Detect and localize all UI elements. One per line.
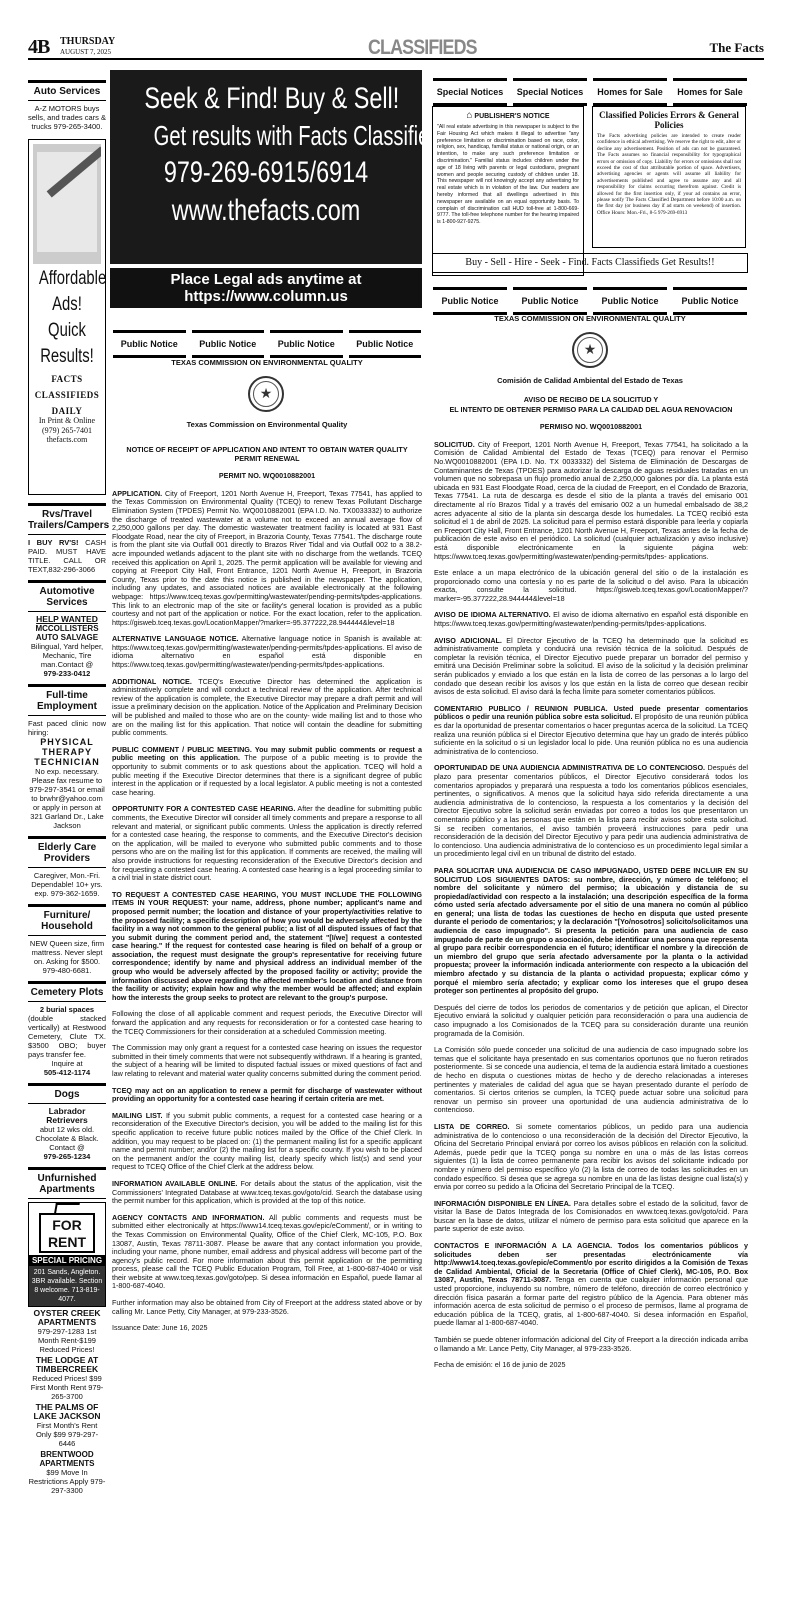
tab-special-notices: Special Notices [433, 78, 507, 106]
ad-title: I BUY RV'S! [28, 538, 79, 547]
classified-policies [592, 106, 746, 248]
tab-public-notice: Public Notice [270, 330, 343, 358]
classifieds-slogan: Buy - Sell - Hire - Seek - Find. Facts Classifieds Get Results!! [432, 253, 748, 273]
notice-title: EL INTENTO DE OBTENER PERMISO PARA LA CALIDAD DEL AGUA RENOVACION [449, 404, 733, 414]
notice-paragraph: MAILING LIST. If you submit public comments, a request for a contested case hearing or a reconsideration of the Executive Director's decision, you will be added to the mailing list for this specific application to receive future public notices mailed by the Office of the Chief Clerk. In addition, you may request to be placed on: (1) the permanent mailing list for a specific applicant name and permit number; and/or (2) the mailing list for a specific county. If you wish to be placed on the permanent and/or the county mailing list, clearly specify which list(s) and send your request to TCEQ Office of the Chief Clerk at the address below. [112, 1110, 422, 1172]
left-classifieds-column [28, 80, 110, 1501]
tab-public-notice: Public Notice [673, 287, 747, 315]
notice-paragraph: También se puede obtener información adicional del City of Freeport a la dirección indicada arriba o llamando a Mr. Lance Petty, City Manager, al 979-233-3526. [434, 1335, 748, 1353]
ad-title: THE PALMS OF LAKE JACKSON [33, 1402, 101, 1421]
category-heading: Cemetery Plots [28, 981, 106, 1002]
notice-paragraph: La Comisión sólo puede conceder una solicitud de una audiencia de caso impugnado sobre los temas que el solicitante haya presentado en sus comentarios oportunos que no fueron retirados posteriormente. Si se concede una audiencia, el tema de la audiencia estará limitado a cuestiones de hecho en disputa o cuestiones mixtas de hecho y de derecho relacionadas a intereses pertinentes y materiales de calidad del agua que se hayan presentado durante el período de comentarios. Si ciertos criterios se cumplen, la TCEQ puede actuar sobre una solicitud para renovar un permiso sin proveer una oportunidad de una audiencia administrativa de lo contencioso. [434, 1045, 748, 1115]
ad-text: OYSTER CREEK APARTMENTS 979-297-1283 1st Month Rent-$199 Reduced Prices! [28, 1309, 106, 1354]
legal-ads-link[interactable]: https://www.column.us [184, 288, 348, 305]
permit-number: PERMIT NO. WQ0010882001 [218, 471, 316, 481]
classifieds-banner [110, 70, 457, 264]
pen-and-paper-image [33, 144, 101, 264]
promo-line: Affordable [38, 268, 107, 289]
notice-paragraph: Following the close of all applicable comment and request periods, the Executive Director will forward the application and any requests for reconsideration or for a contested case hearing to the TCEQ Commissioners for their consideration at a scheduled Commission meeting. [112, 1009, 422, 1036]
notice-paragraph: ALTERNATIVE LANGUAGE NOTICE. Alternative language notice in Spanish is available at: https://www.tceq.texas.gov/permitting/wastewater/pending-permits/tpdes-applications. El aviso de idioma alternativo en español está disponible en https://www.tceq.texas.gov/permitting/wastewater/pending-permits/tpdes-applications. [112, 634, 422, 670]
page-number: 4B [28, 36, 50, 58]
tab-public-notice: Public Notice [349, 330, 422, 358]
paper-logo: The Facts [709, 40, 764, 55]
notice-paragraph: Further information may also be obtained from City of Freeport at the address stated above or by calling Mr. Lance Petty, City Manager, at 979-233-3526. [112, 1298, 422, 1316]
notice-paragraph: INFORMATION AVAILABLE ONLINE. For details about the status of the application, visit the Commissioners' Integrated Database at www.tceq.texas.gov/goto/cid. Search the database using the permit number for this application, which is provided at the top of this notice. [112, 1178, 422, 1206]
ad-text: THE LODGE AT TIMBERCREEK Reduced Prices! $99 First Month Rent 979-265-3700 [28, 1356, 106, 1401]
ad-title: HELP WANTED [36, 614, 98, 624]
notice-paragraph: CONTACTOS E INFORMACIÓN A LA AGENCIA. Todos los comentarios públicos y solicitudes deben ser presentadas electrónicamente vía http://www14.tceq.texas.gov/epic/eComment/o por escrito dirigidos a la Comisión de Texas de Calidad Ambiental, Oficial de la Secretaria (Office of Chief Clerk), MC-105, P.O. Box 13087, Austin, Texas 78711-3087. Tenga en cuenta que cualquier información personal que usted proporcione, incluyendo su nombre, número de teléfono, dirección de correo electrónico y dirección física pasarán a formar parte del registro público de la Agencia. Para obtener más información acerca de esta solicitud de permiso o el proceso de permisos, llame al programa de educación pública de la TCEQ, gratis, al 1-800-687-4040. Si desea información en Español, puede llamar al 1-800-687-4040. [434, 1241, 748, 1328]
publishers-notice-body: "All real estate advertising in this newspaper is subject to the Fair Housing Act which makes it illegal to advertise "any preference limitation or discrimination based on race, color, religion, sex, handicap, familial status or national origin, or an intention, to make any such preference limitation or discrimination." Familial status includes children under the age of 18 living with parents or legal custodians, pregnant women and people securing custody of children under 18. This newspaper will not knowingly accept any advertising for real estate which is in violation of the law. Our readers are hereby informed that all dwellings advertised in this newspaper are available on an equal opportunity basis. To complain of discrimination call HUD toll-free at 1-800-669-9777. The toll-free telephone number for the hearing impaired is 1-800-927-9275. [437, 124, 579, 226]
tab-public-notice: Public Notice [113, 330, 186, 358]
ad-title: MCCOLLISTERS AUTO SALVAGE [35, 624, 99, 642]
permit-number: PERMISO NO. WQ0010882001 [539, 422, 643, 432]
notice-paragraph: COMENTARIO PUBLICO / REUNION PUBLICA. Usted puede presentar comentarios públicos o pedir una reunión pública sobre esta solicitud. El propósito de una reunión pública es dar la oportunidad de presentar comentarios o hacer preguntas acerca de la solicitud. La TCEQ realiza una reunión pública si el Director Ejecutivo determina que hay un grado de interés público suficiente en la solicitud o si un legislador local lo pide. Una reunión pública no es una audiencia administrativa de lo contencioso. [434, 703, 748, 756]
agency-subheading: Comisión de Calidad Ambiental del Estado de Texas [497, 376, 683, 385]
affordable-ads-promo [28, 139, 106, 495]
ad-title: Labrador Retrievers [46, 1106, 88, 1125]
notice-paragraph: Después del cierre de todos los periodos de comentarios y de petición que aplican, el Director Ejecutivo enviará la solicitud y cualquier petición para reconsideración o para una audiencia de caso impugnado a los Comisionados de la TCEQ para su consideración durante una reunión programada de la Comisión. [434, 1002, 748, 1038]
ad-phone: 505-412-1174 [43, 1068, 91, 1077]
issuance-date: Fecha de emisión: el 16 de junio de 2025 [434, 1360, 566, 1370]
promo-tag: FACTS [51, 374, 83, 384]
notice-paragraph: LISTA DE CORREO. Si somete comentarios públicos, un pedido para una audiencia administrativa de lo contencioso o una reconsideración de la decisión del Director Ejecutivo, la Oficina del Secretario Principal enviará por correo los avisos públicos en relación con la solicitud. Además, puede pedir que la TCEQ ponga su nombre en una o más de las listas correos siguientes (1) la lista de correo permanente para recibir los avisos del solicitante indicado por nombre y número del permiso específico y/o (2) la lista de correo de todas las solicitudes en un condado específico. Si desea que se agrega su nombre en una de las listas designe cual lista(s) y envia por correo su pedido a la Oficina del Secretario Principal de la TCEQ. [434, 1121, 748, 1192]
promo-line: Results! [40, 346, 94, 367]
category-heading: Dogs [28, 1083, 106, 1104]
banner-subhead: Get results with Facts Classifieds. [153, 120, 457, 151]
tab-homes-for-sale: Homes for Sale [593, 78, 667, 106]
tab-homes-for-sale: Homes for Sale [673, 78, 747, 106]
ad-text: Caregiver, Mon.-Fri. Dependable! 10+ yrs. exp. 979-362-1659. [31, 871, 103, 898]
promo-line: Ads! [52, 294, 82, 315]
notice-paragraph: AGENCY CONTACTS AND INFORMATION. All public comments and requests must be submitted either electronically at https://www14.tceq.texas.gov/epic/eComment/, or in writing to the Texas Commission on Environmental Quality, Office of the Chief Clerk, MC-105, P.O. Box 13087, Austin, Texas 78711-3087. Please be aware that any contact information you provide, including your name, phone number, email address and physical address will become part of the agency's public record. For more information about this permit application or the permitting process, please call the TCEQ Public Education Program, Toll Free, at 1-800-687-4040 or visit their website at www.tceq.texas.gov/goto/pep. Si desea información en Español, puede llamar al 1-800-687-4040. [112, 1212, 422, 1291]
category-heading: Elderly Care Providers [28, 836, 106, 868]
ad-text: Fast paced clinic now hiring: PHYSICAL THERAPY TECHNICIAN No exp. necessary. Please fax resume to 979-297-3541 or email to brwhr@yahoo.com or apply in person at 321 Garland Dr., Lake Jackson [28, 719, 106, 830]
page-day: THURSDAY [60, 36, 116, 47]
category-heading: Full-time Employment [28, 684, 106, 716]
category-heading: Furniture/ Household [28, 904, 106, 936]
promo-tag: DAILY [51, 406, 83, 416]
section-title: CLASSIFIEDS [368, 36, 477, 59]
ad-text: I BUY RV'S! CASH PAID. MUST HAVE TITLE. CALL OR TEXT,832-296-3066 [28, 538, 106, 574]
tab-public-notice: Public Notice [593, 287, 667, 315]
ad-text: THE PALMS OF LAKE JACKSON First Month's Rent Only $99 979-297-6446 [28, 1403, 106, 1448]
category-heading: Auto Services [28, 80, 106, 101]
promo-tag: CLASSIFIEDS [34, 390, 100, 400]
public-notice-tabs-right [430, 287, 750, 315]
for-rent-ad [28, 1202, 106, 1307]
ad-phone: 979-265-1234 [43, 1152, 91, 1161]
category-heading: Automotive Services [28, 580, 106, 612]
ad-title: THE LODGE AT TIMBERCREEK [35, 1355, 99, 1374]
policies-body: The Facts advertising policies are intended to create reader confidence in ethical advertising. We reserve the right to edit, alter or decline any advertisement. Position of ads can not be guaranteed. The Facts assumes no financial responsibility for typographical errors or omission of copy. Liability for errors or omissions shall not exceed the cost of that attributable portion of space. Advertisers, advertising agencies or agents will assume all liability for advertisements published and agree to assume any and all responsibility for claims occurring therefrom against. Credit is allowed for the first insertion only, if your ad contains an error, please notify The Facts Classified Department before 10:00 a.m. on the first day (or business day if ad starts on weekend) of insertion. Office Hours: Mon.-Fri., 8-5 979-269-6913 [597, 133, 741, 216]
promo-website: thefacts.com [46, 435, 88, 444]
ad-title: 2 burial spaces [39, 1005, 95, 1014]
banner-phone: 979-269-6915/6914 [163, 156, 369, 189]
ad-text: HELP WANTED MCCOLLISTERS AUTO SALVAGE Bilingual, Yard helper, Mechanic, Tire man.Contact @ 979-233-0412 [28, 615, 106, 678]
ad-text: 2 burial spaces (double stacked vertically) at Restwood Cemetery, Clute TX. $3500 OBO; buyer pays transfer fee. Inquire at 505-412-1174 [28, 1005, 106, 1077]
legal-ads-banner: Place Legal ads anytime at https://www.column.us [110, 268, 422, 308]
notice-title: NOTICE OF RECEIPT OF APPLICATION AND INTENT TO OBTAIN WATER QUALITY PERMIT RENEWAL [126, 446, 408, 463]
tab-public-notice: Public Notice [433, 287, 507, 315]
promo-tag: In Print & Online [38, 416, 96, 425]
notice-paragraph: OPPORTUNITY FOR A CONTESTED CASE HEARING. After the deadline for submitting public comments, the Executive Director will consider all timely comments and prepare a response to all relevant and material, or significant public comments. Unless the application is directly referred for a contested case hearing, the response to comments, and the Executive Director's decision on the application, will be mailed to everyone who submitted public comments and to those persons who are on the mailing list for this application. If comments are received, the mailing will also provide instructions for requesting reconsideration of the Executive Director's decision and for requesting a contested case hearing. A contested case hearing is a legal proceeding similar to a civil trial in state district court. [112, 804, 422, 883]
notice-paragraph: OPORTUNIDAD DE UNA AUDIENCIA ADMINISTRATIVA DE LO CONTENCIOSO. Después del plazo para presentar comentarios públicos, el Director Ejecutivo considerará todos los comentarios apropiados y preparará una respuesta a todo los comentarios públicos esenciales, pertinentes, o significativos. A menos que la solicitud haya sido referida directamente a una audiencia administrativa de lo contencioso, la respuesta a los comentarios y la decisión del Director Ejecutivo sobre la solicitud serán enviadas por correo a todos los que presentaron un comentario público y a las personas que están en la lista para recibir avisos sobre esta solicitud. Si se reciben comentarios, el aviso también proveerá instrucciones para pedir una reconsideración de la decisión del Director Ejecutivo y para pedir una audiencia administrativa de lo contencioso. Una audiencia administrativa de lo contencioso es un procedimiento legal similar a un procedimiento legal civil en un tribunal de distrito del estado. [434, 763, 748, 859]
ad-title: OYSTER CREEK APARTMENTS [33, 1308, 101, 1327]
public-notice-tabs-left [110, 330, 424, 358]
equal-housing-icon: ⌂ [466, 110, 473, 121]
promo-phone: (979) 265-7401 [42, 425, 92, 435]
notice-paragraph: The Commission may only grant a request for a contested case hearing on issues the requestor submitted in their timely comments that were not subsequently withdrawn. If a hearing is granted, the subject of a hearing will be limited to disputed factual issues or mixed questions of fact and law relating to relevant and material water quality concerns submitted during the comment period. [112, 1043, 422, 1078]
notice-paragraph: AVISO DE IDIOMA ALTERNATIVO. El aviso de idioma alternativo en español está disponible en https://www.tceq.texas.gov/permitting/wastewater/pending-permits/tpdes-applications. [434, 610, 748, 629]
texas-seal-icon: ★ [248, 376, 284, 412]
tab-special-notices: Special Notices [513, 78, 587, 106]
category-heading: Unfurnished Apartments [28, 1167, 106, 1199]
category-tabs-right [430, 78, 750, 106]
agency-subheading: Texas Commission on Environmental Quality [186, 420, 348, 429]
ad-title: BRENTWOOD APARTMENTS [39, 1450, 95, 1468]
notice-paragraph: PUBLIC COMMENT / PUBLIC MEETING. You may submit public comments or request a public meeting on this application. The purpose of a public meeting is to provide the opportunity to submit comments or to ask questions about the application. TCEQ will hold a public meeting if the Executive Director determines that there is a significant degree of public interest in the application or if requested by a local legislator. A public meeting is not a contested case hearing. [112, 744, 422, 797]
category-heading: Rvs/Travel Trailers/Campers [28, 503, 106, 535]
banner-headline: Seek & Find! Buy & Sell! [144, 82, 400, 115]
ad-title: PHYSICAL THERAPY TECHNICIAN [34, 737, 100, 767]
page-date: AUGUST 7, 2025 [60, 48, 112, 56]
notice-paragraph: Este enlace a un mapa electrónico de la ubicación general del sitio o de la instalación es proporcionado como una cortesía y no es parte de la solicitud o del aviso. Para la ubicación exacta, consulte la solicitud. https://gisweb.tceq.texas.gov/LocationMapper/?marker=-95.377222,28.944444&level=18 [434, 568, 748, 603]
texas-seal-icon: ★ [572, 332, 608, 368]
ad-phone: 979-233-0412 [43, 669, 91, 678]
ad-text: A-Z MOTORS buys sells, and trades cars & trucks 979-265-3400. [28, 104, 106, 131]
for-rent-sign-icon: FOR RENT [29, 1203, 105, 1255]
tab-public-notice: Public Notice [192, 330, 265, 358]
notice-paragraph: ADDITIONAL NOTICE. TCEQ's Executive Director has determined the application is administratively complete and will conduct a technical review of the application. After technical review of the application is complete, the Executive Director may prepare a draft permit and will issue a preliminary decision on the application. Notice of the Application and Preliminary Decision will be published and mailed to those who are on the county- wide mailing list and to those who are on the mailing list for this application. That notice will contain the deadline for submitting public comments. [112, 676, 422, 738]
notice-paragraph: SOLICITUD. City of Freeport, 1201 North Avenue H, Freeport, Texas 77541, ha solicitado a la Comisión de Calidad Ambiental del Estado de Texas (TCEQ) para renovar el Permiso No.WQ0010882001 (EPA I.D. No. TX 0033332) del Sistema de Eliminación de Descargas de Contaminantes de Texas (TPDES) para autorizar la descarga de aguas residuales tratadas en un volumen que no sobrepasa un flujo promedio anual de 2,250,000 galones por día. La planta está ubicada en 931 East Floodgate Road, cerca de la ciudad de Freeport, en el Condado de Brazoria, Texas 77541. La ruta de descarga es desde el sitio de la planta a través del emisario 001 directamente al río Brazos Tidal y a través del emisario 002 a un humedal embalsado de 38,2 acres adyacente al sitio de la planta sin descarga desde los humedales. La TCEQ recibió esta solicitud el 1 de abril de 2025. La solicitud para el permiso estará disponible para leerla y copiarla en Freeport City Hall, Front Entrance, 1201 North Avenue H, Freeport, Texas antes de la fecha de publicación de este aviso en el periódico. La solicitud (cualquier actualización y aviso inclusive) está disponible electrónicamente en la siguiente página web: https://www.tceq.texas.gov/permitting/wastewater/pending-permits/tpdes- applications. [434, 439, 748, 561]
masthead [28, 36, 764, 60]
publishers-notice-title: ⌂ PUBLISHER'S NOTICE [466, 110, 550, 121]
publishers-notice [432, 106, 584, 276]
notice-paragraph: APPLICATION. City of Freeport, 1201 North Avenue H, Freeport, Texas 77541, has applied to the Texas Commission on Environmental Quality (TCEQ) to renew Texas Pollutant Discharge Elimination System (TPDES) Permit No. WQ0010882001 (EPA I.D. No. TX0033332) to authorize the discharge of treated wastewater at a volume not to exceed an annual average flow of 2,250,000 gallons per day. The domestic wastewater treatment facility is located at 931 East Floodgate Road, near the city of Freeport, in Brazoria County, Texas 77541. The discharge route is from the plant site via Outfall 001 directly to Brazos River Tidal and via Outfall 002 to a 38.2-acre impounded wetlands adjacent to the plant site with no discharge from the wetlands. TCEQ received this application on April 1, 2025. The permit application will be available for viewing and copying at Freeport City Hall, Front Entrance, 1201 North Avenue H, Freeport, in Brazoria County, Texas prior to the date this notice is published in the newspaper. The application, including any updates, and associated notices are available electronically at the following webpage: https://www.tceq.texas.gov/permitting/wastewater/pending-permits/tpdes-applications. This link to an electronic map of the site or facility's general location is provided as a public courtesy and not part of the application or notice. For the exact location, refer to the application. https://gisweb.tceq.texas.gov/LocationMapper/?marker=-95.377222,28.944444&level=18 [112, 488, 422, 627]
ad-text: BRENTWOOD APARTMENTS $99 Move In Restrictions Apply 979-297-3300 [28, 1450, 106, 1495]
english-public-notice [112, 446, 422, 1586]
notice-title: AVISO DE RECIBO DE LA SOLICITUD Y [523, 396, 659, 404]
notice-paragraph: TO REQUEST A CONTESTED CASE HEARING, YOU MUST INCLUDE THE FOLLOWING ITEMS IN YOUR REQUEST: your name, address, phone number; applicant's name and proposed permit number; the location and distance of your property/activities relative to the proposed facility; a specific description of how you would be adversely affected by the facility in a way not common to the general public; a list of all disputed issues of fact that you submit during the comment period and, the statement "[I/we] request a contested case hearing." If the request for contested case hearing is filed on behalf of a group or association, the request must designate the group's representative for receiving future correspondence; identify by name and physical address an individual member of the group who would be adversely affected by the proposed facility or activity; provide the information discussed above regarding the affected member's location and distance from the facility or activity; explain how and why the member would be affected; and explain how the interests the group seeks to protect are relevant to the group's purpose. [112, 889, 422, 1002]
ad-text: 201 Sands, Angleton. 3BR available. Section 8 welcome. 713-819-4077. [29, 1266, 105, 1306]
policies-title: Classified Policies Errors & General Policies [599, 110, 739, 130]
promo-line: Quick [48, 320, 86, 341]
spanish-public-notice [434, 396, 748, 1586]
ad-text: NEW Queen size, firm mattress. Never slept on. Asking for $500. 979-480-6681. [29, 939, 105, 975]
notice-paragraph: INFORMACIÓN DISPONIBLE EN LÍNEA. Para detalles sobre el estado de la solicitud, favor de visitar la Base de Datos Integrada de los Comisionados en www.tceq.texas.gov/goto/cid. Para buscar en la base de datos, utilizar el número de permiso para esta solicitud que aparece en la parte superior de este aviso. [434, 1198, 748, 1234]
notice-paragraph: PARA SOLICITAR UNA AUDIENCIA DE CASO IMPUGNADO, USTED DEBE INCLUIR EN SU SOLICITUD LOS SIGUIENTES DATOS: su nombre, dirección, y número de teléfono; el nombre del solicitante y número del permiso; la ubicación y distancia de su propiedad/actividad con respecto a la instalación; una descripción específica de la forma cómo usted sería afectado adversamente por el sitio de una manera no común al público en general; una lista de todas las cuestiones de hecho en disputa que usted presente durante el periodo de comentarios; y la declaración "[Yo/nosotros] solicito/solicitamos una audiencia de caso impugnado". Si presenta la petición para una audiencia de caso impugnado de parte de un grupo o asociación, debe identificar una persona que representa al grupo para recibir correspondencia en el futuro; identificar el nombre y la dirección de un miembro del grupo que sería afectado adversamente por la planta o la actividad propuesta; proveer la información indicada anteriormente con respecto a la ubicación del miembro afectado y su distancia de la planta o actividad propuesta; explicar cómo y porqué el miembro sería afectado; y explicar como los intereses que el grupo desea proteger son pertinentes al propósito del grupo. [434, 865, 748, 996]
agency-heading: TEXAS COMMISSION ON ENVIRONMENTAL QUALITY [494, 314, 686, 323]
agency-heading: TEXAS COMMISSION ON ENVIRONMENTAL QUALITY [171, 358, 363, 367]
banner-website: www.thefacts.com [171, 194, 361, 227]
special-pricing-label: SPECIAL PRICING [29, 1255, 105, 1266]
notice-paragraph: AVISO ADICIONAL. El Director Ejecutivo de la TCEQ ha determinado que la solicitud es administrativamente completa y conducirá una revisión técnica de la solicitud. Después de completar la revisión técnica, el Director Ejecutivo puede preparar un borrador del permiso y emitirá una Decisión Preliminar sobre la solicitud. El aviso de la solicitud y la decisión preliminar serán publicados y enviado a los que están en la lista de correo de las personas a lo largo del condado que desean recibir los avisos y los que están en la lista de correo que desean recibir avisos de esta solicitud. El aviso dará la fecha límite para someter comentarios públicos. [434, 635, 748, 697]
tab-public-notice: Public Notice [513, 287, 587, 315]
ad-text: Labrador Retrievers abut 12 wks old. Chocolate & Black. Contact @ 979-265-1234 [28, 1107, 106, 1161]
notice-paragraph: TCEQ may act on an application to renew a permit for discharge of wastewater without providing an opportunity for a contested case hearing if certain criteria are met. [112, 1085, 422, 1104]
issuance-date: Issuance Date: June 16, 2025 [112, 1323, 208, 1333]
